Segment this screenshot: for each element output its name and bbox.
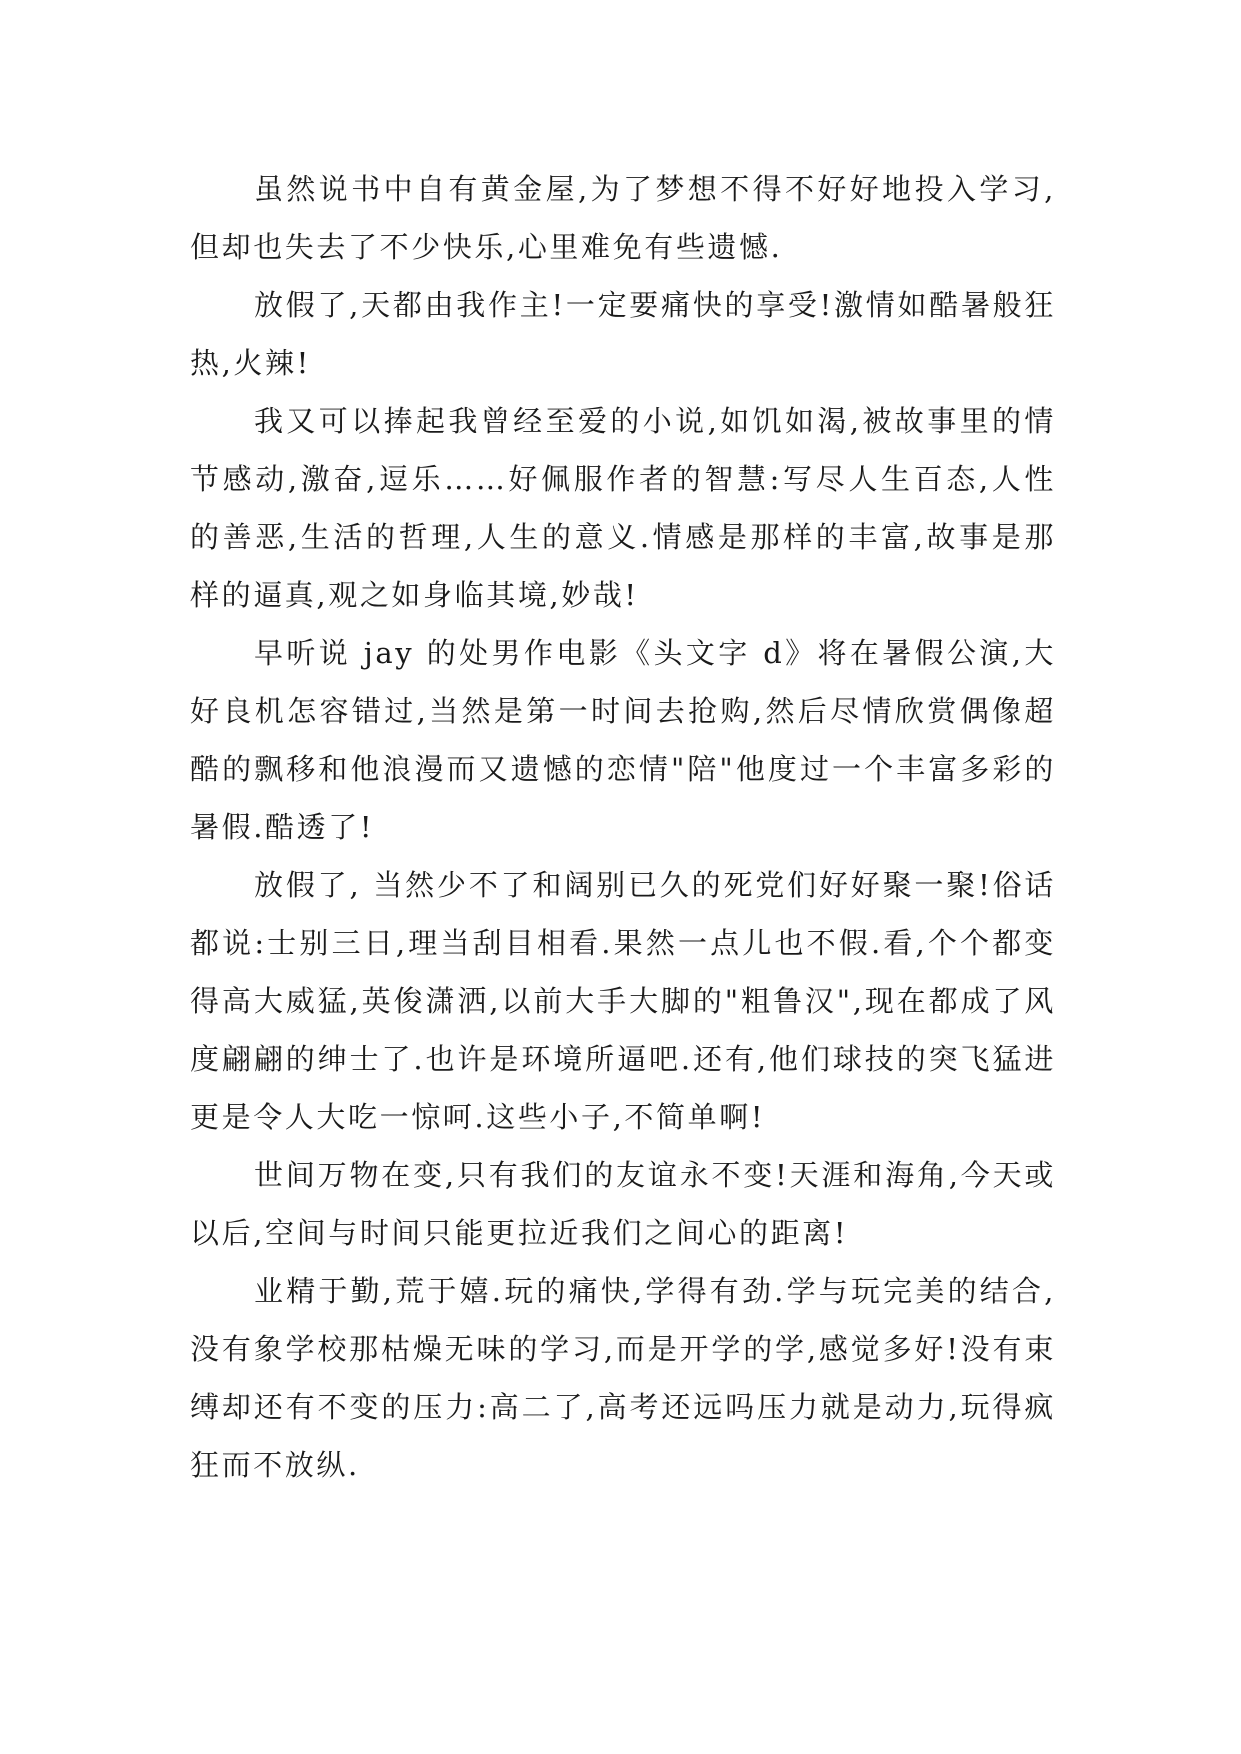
paragraph-5: 放假了, 当然少不了和阔别已久的死党们好好聚一聚!俗话都说:士别三日,理当刮目相看.果然一点儿也不假.看,个个都变得高大威猛,英俊潇洒,以前大手大脚的"粗鲁汉",现在都成了风度翩翩的绅士了.也许是环境所逼吧.还有,他们球技的突飞猛进更是令人大吃一惊呵.这些小子,不简单啊! [190, 868, 1056, 1134]
paragraph-7: 业精于勤,荒于嬉.玩的痛快,学得有劲.学与玩完美的结合,没有象学校那枯燥无味的学习,而是开学的学,感觉多好!没有束缚却还有不变的压力:高二了,高考还远吗压力就是动力,玩得疯狂而不放纵. [190, 1274, 1056, 1482]
document-body [190, 160, 1056, 1494]
paragraph-4: 早听说 jay 的处男作电影《头文字 d》将在暑假公演,大好良机怎容错过,当然是第一时间去抢购,然后尽情欣赏偶像超酷的飘移和他浪漫而又遗憾的恋情"陪"他度过一个丰富多彩的暑假.酷透了! [190, 636, 1056, 844]
paragraph-2: 放假了,天都由我作主!一定要痛快的享受!激情如酷暑般狂热,火辣! [190, 288, 1056, 380]
paragraph-3: 我又可以捧起我曾经至爱的小说,如饥如渴,被故事里的情节感动,激奋,逗乐……好佩服作者的智慧:写尽人生百态,人性的善恶,生活的哲理,人生的意义.情感是那样的丰富,故事是那样的逼真,观之如身临其境,妙哉! [190, 404, 1056, 612]
paragraph-1: 虽然说书中自有黄金屋,为了梦想不得不好好地投入学习,但却也失去了不少快乐,心里难免有些遗憾. [190, 172, 1056, 264]
paragraph-6: 世间万物在变,只有我们的友谊永不变!天涯和海角,今天或以后,空间与时间只能更拉近我们之间心的距离! [190, 1158, 1056, 1250]
